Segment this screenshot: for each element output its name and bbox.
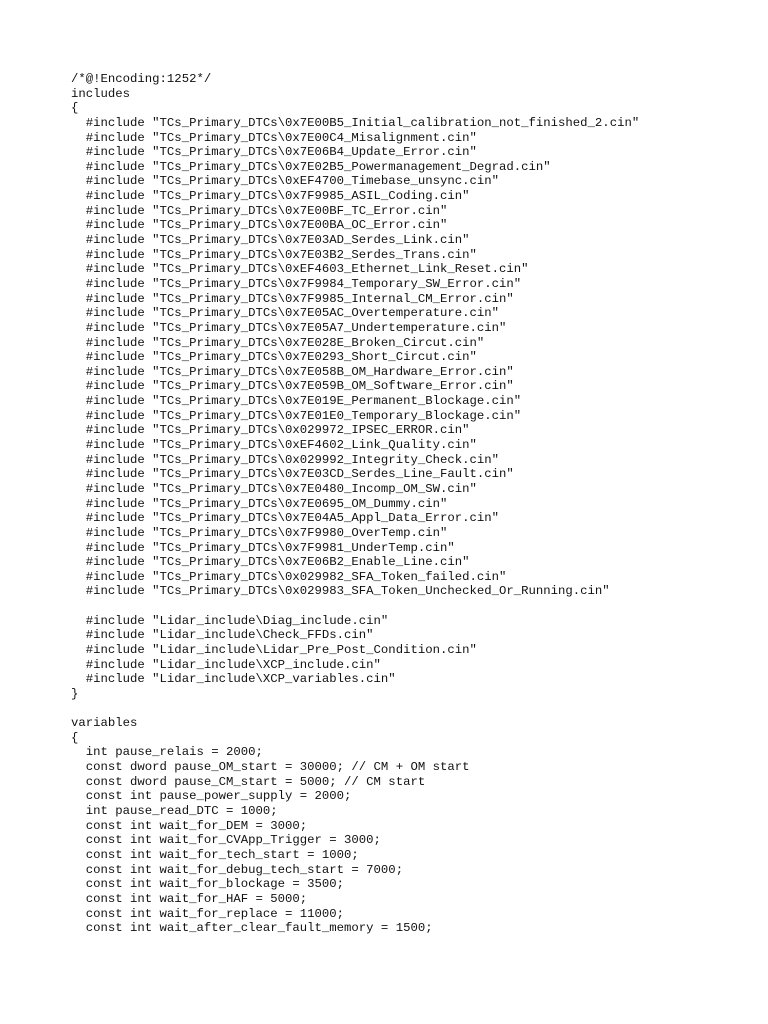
code-line: #include "TCs_Primary_DTCs\0x029983_SFA_Token_Unchecked_Or_Running.cin"	[71, 584, 610, 599]
code-line: const int wait_for_debug_tech_start = 7000;	[71, 862, 404, 877]
code-line: #include "TCs_Primary_DTCs\0x7E059B_OM_Software_Error.cin"	[71, 379, 514, 394]
code-line: }	[71, 686, 79, 701]
code-line: #include "TCs_Primary_DTCs\0x7E05AC_Overtemperature.cin"	[71, 306, 500, 321]
code-line: #include "Lidar_include\XCP_variables.cin"	[71, 672, 396, 687]
code-line: #include "TCs_Primary_DTCs\0x7F9985_ASIL_Coding.cin"	[71, 189, 470, 204]
code-line: const int wait_for_DEM = 3000;	[71, 818, 308, 833]
code-line: const dword pause_CM_start = 5000; // CM start	[71, 774, 426, 789]
code-line: #include "TCs_Primary_DTCs\0x7E058B_OM_Hardware_Error.cin"	[71, 364, 514, 379]
code-line: const int wait_for_HAF = 5000;	[71, 891, 308, 906]
code-line: #include "TCs_Primary_DTCs\0xEF4603_Ethernet_Link_Reset.cin"	[71, 262, 529, 277]
code-line: #include "TCs_Primary_DTCs\0x7E00C4_Misalignment.cin"	[71, 130, 477, 145]
code-line: #include "Lidar_include\XCP_include.cin"	[71, 657, 381, 672]
code-line: #include "Lidar_include\Lidar_Pre_Post_Condition.cin"	[71, 642, 477, 657]
code-line: #include "TCs_Primary_DTCs\0x7E06B2_Enable_Line.cin"	[71, 555, 470, 570]
code-line: const int wait_for_tech_start = 1000;	[71, 847, 359, 862]
code-line: #include "TCs_Primary_DTCs\0x7E02B5_Powermanagement_Degrad.cin"	[71, 159, 551, 174]
code-line: #include "TCs_Primary_DTCs\0x7E04A5_Appl_Data_Error.cin"	[71, 511, 500, 526]
code-line: #include "TCs_Primary_DTCs\0x7E028E_Broken_Circut.cin"	[71, 335, 485, 350]
code-line: #include "TCs_Primary_DTCs\0xEF4700_Timebase_unsync.cin"	[71, 174, 500, 189]
code-line: #include "TCs_Primary_DTCs\0x7F9980_OverTemp.cin"	[71, 525, 448, 540]
code-line: const int pause_power_supply = 2000;	[71, 789, 352, 804]
code-line: #include "TCs_Primary_DTCs\0x7E019E_Permanent_Blockage.cin"	[71, 394, 522, 409]
code-line: #include "TCs_Primary_DTCs\0x7E01E0_Temporary_Blockage.cin"	[71, 408, 522, 423]
code-line: #include "TCs_Primary_DTCs\0x7E03AD_Serdes_Link.cin"	[71, 233, 470, 248]
code-line: #include "TCs_Primary_DTCs\0x7E06B4_Update_Error.cin"	[71, 145, 477, 160]
code-line: #include "TCs_Primary_DTCs\0xEF4602_Link_Quality.cin"	[71, 438, 477, 453]
code-line: #include "TCs_Primary_DTCs\0x029992_Integrity_Check.cin"	[71, 452, 500, 467]
code-line: const int wait_for_blockage = 3500;	[71, 877, 345, 892]
code-line: int pause_read_DTC = 1000;	[71, 804, 278, 819]
code-line: const dword pause_OM_start = 30000; // CM + OM start	[71, 760, 470, 775]
code-line: #include "TCs_Primary_DTCs\0x7E0480_Incomp_OM_SW.cin"	[71, 481, 477, 496]
code-line: {	[71, 101, 79, 116]
code-line	[71, 702, 748, 717]
code-line: #include "TCs_Primary_DTCs\0x7E03B2_Serdes_Trans.cin"	[71, 247, 477, 262]
code-line: includes	[71, 86, 131, 101]
code-line: #include "TCs_Primary_DTCs\0x7F9984_Temporary_SW_Error.cin"	[71, 276, 522, 291]
code-line: #include "TCs_Primary_DTCs\0x7E05A7_Undertemperature.cin"	[71, 320, 507, 335]
code-line: #include "Lidar_include\Diag_include.cin"	[71, 613, 389, 628]
code-line: #include "TCs_Primary_DTCs\0x7F9981_UnderTemp.cin"	[71, 540, 455, 555]
code-line	[71, 599, 748, 614]
code-line: int pause_relais = 2000;	[71, 745, 263, 760]
code-line: {	[71, 730, 79, 745]
code-line: #include "TCs_Primary_DTCs\0x029982_SFA_Token_failed.cin"	[71, 569, 507, 584]
code-line: const int wait_after_clear_fault_memory = 1500;	[71, 921, 433, 936]
code-line: #include "TCs_Primary_DTCs\0x7E00BA_OC_Error.cin"	[71, 218, 448, 233]
code-line: const int wait_for_CVApp_Trigger = 3000;	[71, 833, 381, 848]
code-line: #include "TCs_Primary_DTCs\0x029972_IPSEC_ERROR.cin"	[71, 423, 470, 438]
code-line: variables	[71, 716, 138, 731]
code-line: #include "TCs_Primary_DTCs\0x7E0293_Short_Circut.cin"	[71, 350, 477, 365]
code-line: #include "TCs_Primary_DTCs\0x7F9985_Internal_CM_Error.cin"	[71, 291, 514, 306]
code-line: /*@!Encoding:1252*/	[71, 72, 212, 86]
code-line: const int wait_for_replace = 11000;	[71, 906, 345, 921]
code-line: #include "Lidar_include\Check_FFDs.cin"	[71, 628, 374, 643]
code-document	[71, 72, 748, 936]
code-line: #include "TCs_Primary_DTCs\0x7E00B5_Initial_calibration_not_finished_2.cin"	[71, 115, 640, 130]
code-line: #include "TCs_Primary_DTCs\0x7E0695_OM_Dummy.cin"	[71, 496, 448, 511]
code-line: #include "TCs_Primary_DTCs\0x7E00BF_TC_Error.cin"	[71, 203, 448, 218]
code-line: #include "TCs_Primary_DTCs\0x7E03CD_Serdes_Line_Fault.cin"	[71, 467, 514, 482]
